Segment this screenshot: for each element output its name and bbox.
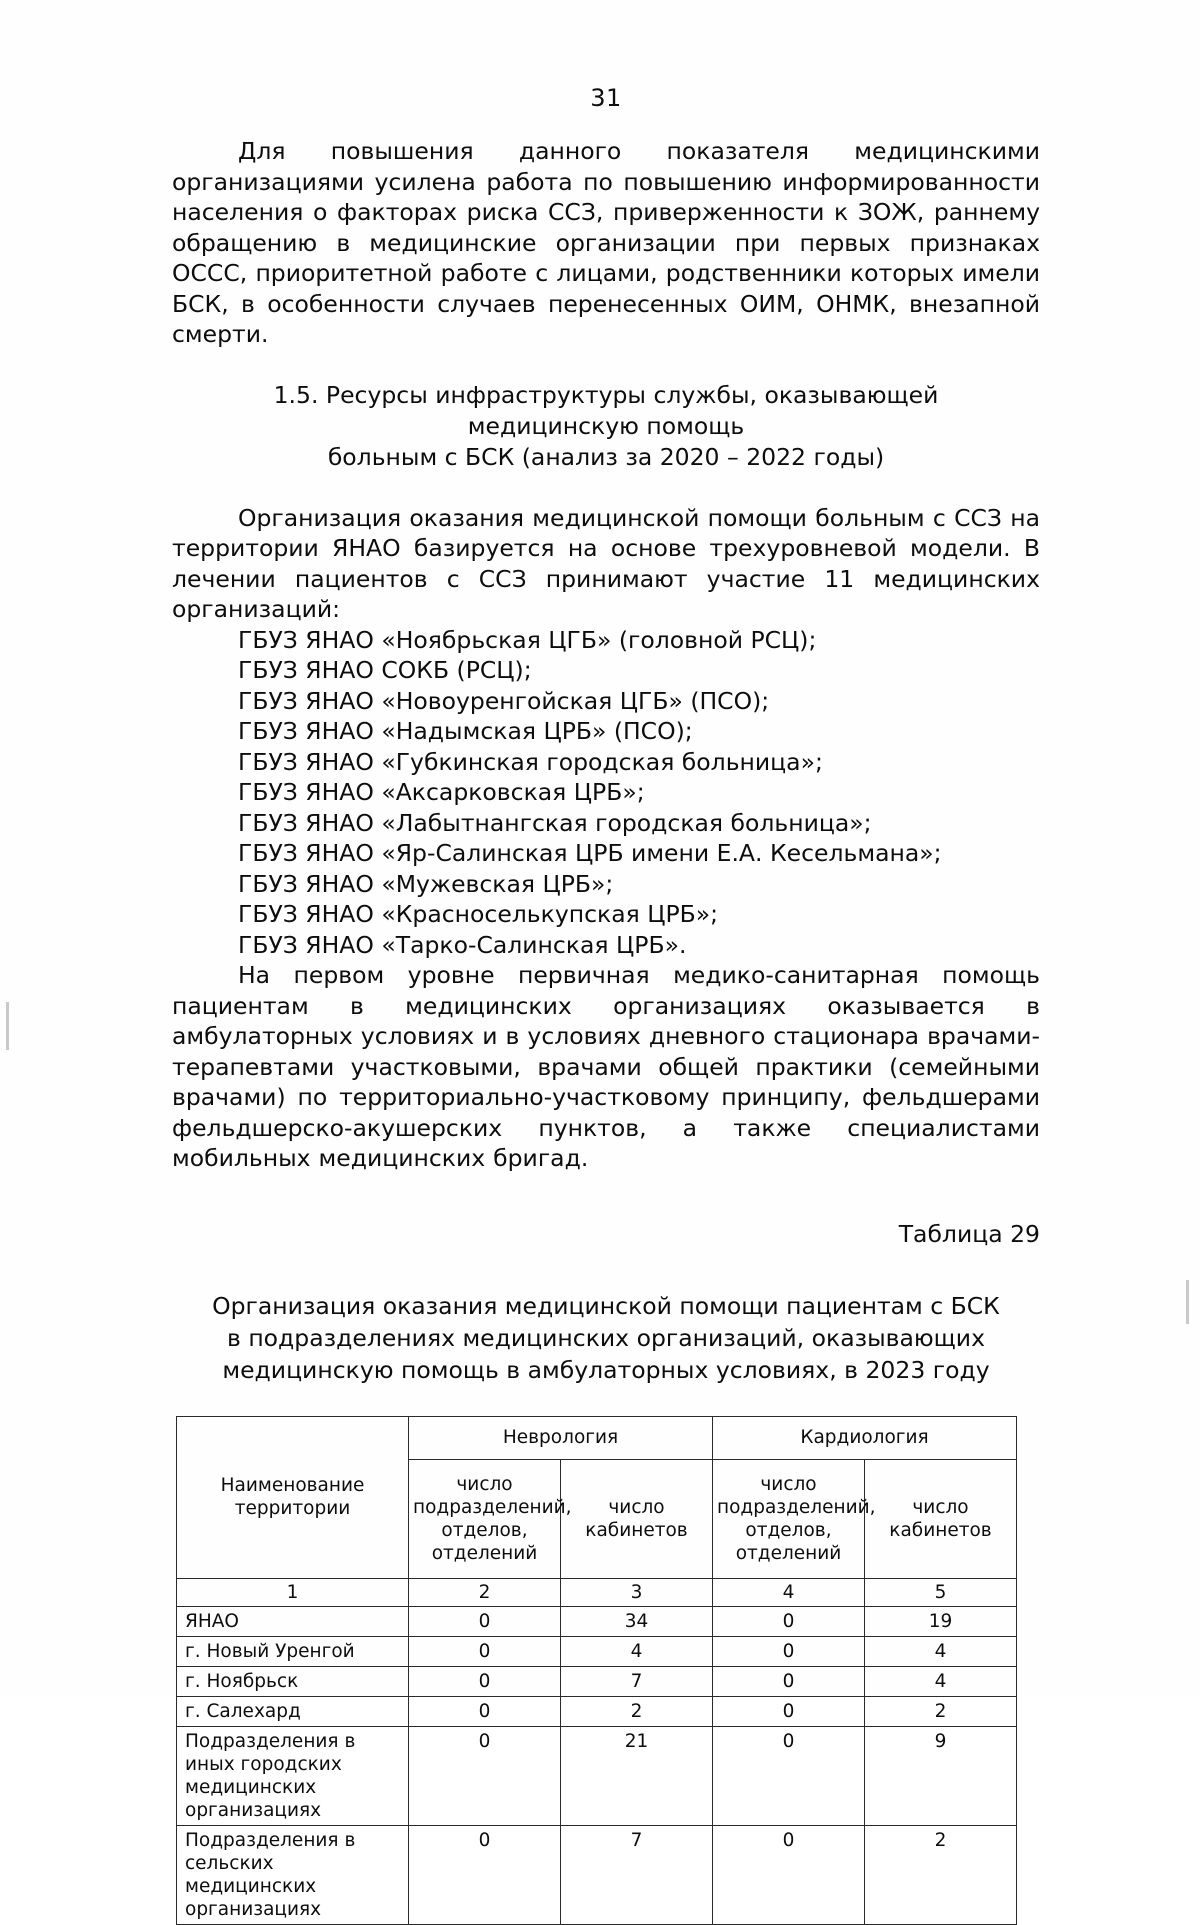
row-label: Подразделения в сельских медицинских организациях: [177, 1825, 409, 1924]
cell-cardiology-divisions: 0: [713, 1726, 865, 1825]
column-number-3: 3: [561, 1578, 713, 1606]
cell-neurology-divisions: 0: [409, 1726, 561, 1825]
list-item: ГБУЗ ЯНАО «Яр-Салинская ЦРБ имени Е.А. Кесельмана»;: [238, 839, 942, 867]
header-cardiology-rooms: число кабинетов: [865, 1459, 1017, 1578]
table-row: [177, 1825, 1017, 1924]
cell-cardiology-divisions: 0: [713, 1636, 865, 1666]
list-item: ГБУЗ ЯНАО «Новоуренгойская ЦГБ» (ПСО);: [238, 686, 770, 715]
list-item: ГБУЗ ЯНАО «Лабытнангская городская больница»;: [238, 808, 872, 837]
header-group-cardiology: Кардиология: [713, 1416, 1017, 1459]
table-head: [177, 1416, 1017, 1578]
paragraph-intro: Для повышения данного показателя медицинскими организациями усилена работа по повышению информированности населения о факторах риска ССЗ, приверженности к ЗОЖ, раннему обращению в медицинские организации при первых признаках ОССС, приоритетной работе с лицами, родственники которых имели БСК, в особенности случаев перенесенных ОИМ, ОНМК, внезапной смерти.: [172, 137, 1040, 348]
list-item: ГБУЗ ЯНАО «Тарко-Салинская ЦРБ».: [238, 930, 687, 959]
row-label: г. Салехард: [177, 1696, 409, 1726]
cell-neurology-divisions: 0: [409, 1825, 561, 1924]
table-row: [177, 1636, 1017, 1666]
header-neurology-rooms: число кабинетов: [561, 1459, 713, 1578]
section-heading-line-1: 1.5. Ресурсы инфраструктуры службы, оказывающей медицинскую помощь: [273, 380, 939, 440]
cell-neurology-rooms: 4: [561, 1636, 713, 1666]
header-neurology-divisions: число подразделений, отделов, отделений: [409, 1459, 561, 1578]
paragraph-organization-model: Организация оказания медицинской помощи больным с ССЗ на территории ЯНАО базируется на основе трехуровневой модели. В лечении пациентов с ССЗ принимают участие 11 медицинских организаций:: [172, 503, 1040, 623]
list-item: ГБУЗ ЯНАО «Аксарковская ЦРБ»;: [238, 778, 645, 806]
table-row-column-numbers: [177, 1578, 1017, 1606]
table-title-line-3: медицинскую помощь в амбулаторных условиях, в 2023 году: [222, 1355, 990, 1384]
cell-cardiology-rooms: 2: [865, 1825, 1017, 1924]
table-title: [172, 1290, 1040, 1386]
table-title-line-1: Организация оказания медицинской помощи пациентам с БСК: [212, 1291, 1000, 1320]
cell-cardiology-rooms: 9: [865, 1726, 1017, 1825]
cell-neurology-rooms: 2: [561, 1696, 713, 1726]
column-number-1: 1: [177, 1578, 409, 1606]
table-label: Таблица 29: [898, 1219, 1040, 1248]
list-item: ГБУЗ ЯНАО «Ноябрьская ЦГБ» (головной РСЦ);: [238, 625, 817, 654]
page-number: 31: [590, 84, 622, 112]
table-header-row-groups: [177, 1416, 1017, 1459]
column-number-5: 5: [865, 1578, 1017, 1606]
cell-neurology-rooms: 21: [561, 1726, 713, 1825]
cell-neurology-divisions: 0: [409, 1636, 561, 1666]
list-item: ГБУЗ ЯНАО «Губкинская городская больница»;: [238, 747, 823, 776]
row-label: г. Ноябрьск: [177, 1666, 409, 1696]
cell-cardiology-divisions: 0: [713, 1825, 865, 1924]
row-label: Подразделения в иных городских медицинских организациях: [177, 1726, 409, 1825]
header-territory-line-2: территории: [234, 1498, 351, 1519]
cell-cardiology-divisions: 0: [713, 1606, 865, 1636]
paragraph-first-level-care: На первом уровне первичная медико-санитарная помощь пациентам в медицинских организациях оказывается в амбулаторных условиях и в условиях дневного стационара врачами-терапевтами участковыми, врачами общей практики (семейными врачами) по территориально-участковому принципу, фельдшерами фельдшерско-акушерских пунктов, а также специалистами мобильных медицинских бригад.: [172, 961, 1040, 1172]
header-territory-line-1: Наименование: [220, 1475, 365, 1496]
list-item: ГБУЗ ЯНАО «Мужевская ЦРБ»;: [238, 869, 614, 898]
list-item: ГБУЗ ЯНАО «Надымская ЦРБ» (ПСО);: [238, 717, 693, 745]
cell-cardiology-rooms: 4: [865, 1666, 1017, 1696]
cell-neurology-divisions: 0: [409, 1666, 561, 1696]
cell-cardiology-rooms: 2: [865, 1696, 1017, 1726]
header-group-neurology: Неврология: [409, 1416, 713, 1459]
cell-neurology-divisions: 0: [409, 1696, 561, 1726]
scan-edge-artifact: [1186, 1280, 1189, 1324]
page-content: [172, 0, 1040, 1925]
cell-cardiology-divisions: 0: [713, 1666, 865, 1696]
row-label: г. Новый Уренгой: [177, 1636, 409, 1666]
table-row: [177, 1696, 1017, 1726]
section-heading: [172, 380, 1040, 473]
cell-neurology-rooms: 7: [561, 1666, 713, 1696]
list-item: ГБУЗ ЯНАО «Красноселькупская ЦРБ»;: [238, 900, 719, 928]
table-row: [177, 1606, 1017, 1636]
table-row: [177, 1666, 1017, 1696]
cell-neurology-rooms: 7: [561, 1825, 713, 1924]
table-body: [177, 1578, 1017, 1924]
header-cardiology-divisions: число подразделений, отделов, отделений: [713, 1459, 865, 1578]
organizations-list: [172, 625, 1040, 961]
list-item: ГБУЗ ЯНАО СОКБ (РСЦ);: [238, 656, 532, 684]
row-label: ЯНАО: [177, 1606, 409, 1636]
table-row: [177, 1726, 1017, 1825]
cell-neurology-divisions: 0: [409, 1606, 561, 1636]
cell-cardiology-rooms: 19: [865, 1606, 1017, 1636]
ambulatory-care-table: [176, 1416, 1017, 1925]
cell-neurology-rooms: 34: [561, 1606, 713, 1636]
section-heading-line-2: больным с БСК (анализ за 2020 – 2022 годы): [327, 442, 885, 471]
scan-edge-artifact: [6, 1002, 9, 1050]
table-title-line-2: в подразделениях медицинских организаций, оказывающих: [227, 1323, 985, 1352]
cell-cardiology-divisions: 0: [713, 1696, 865, 1726]
header-territory-name: [177, 1416, 409, 1578]
column-number-2: 2: [409, 1578, 561, 1606]
column-number-4: 4: [713, 1578, 865, 1606]
cell-cardiology-rooms: 4: [865, 1636, 1017, 1666]
